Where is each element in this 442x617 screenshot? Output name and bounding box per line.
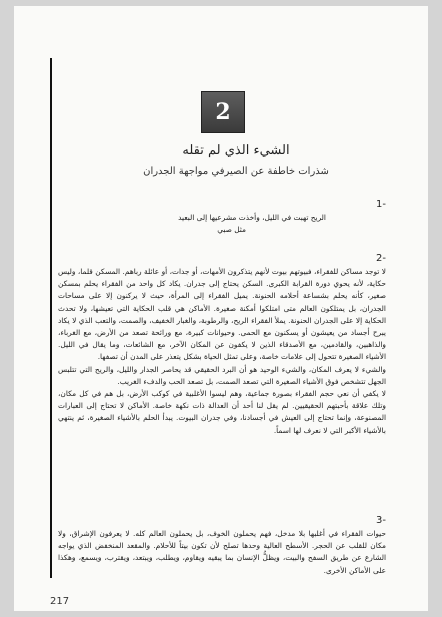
- section-1-text: [58, 212, 386, 236]
- section-number: 1-: [376, 199, 386, 210]
- section-number: 2-: [376, 253, 386, 264]
- chapter-number: 2: [215, 99, 231, 125]
- page-number: 217: [50, 596, 70, 607]
- chapter-subtitle: شذرات خاطفة عن الصيرفي مواجهة الجدران: [143, 166, 329, 177]
- paragraph: حيوات الفقراء في أغلبها بلا مدخل، فهم يحملون الخوف، بل يحملون العالم كله. لا يعرفون الإشراق، ولا مكان للقلب عن الحجر. الأسطح العالية وحدها تصلح لأن تكون بيتاً للأحلام. والمقعد المنخفض الذي يواجه الشارع عن طريق السفح والبيت، ويظلُّ الإنسان بما يبقيه ويقاوم، ويطلب، ويبتعد، ويقترب، ويسمع، وهكذا على الأماكن الأخرى.: [58, 529, 386, 575]
- paragraph: لا يكفي أن نعي حجم الفقراء بصورة جماعية، وهم ليسوا الأغلبية في كوكب الأرض، بل هم في كل مكان، وتلك علاقة بأحبتهم الحقيقيين. لم يقل لنا أحد أن العدالة ذات نكهة خاصة. الأماكن لا تحتاج إلى العبارات المصنوعة، وإنما تحتاج إلى العيش في أجسادنا، وفي جدران البيوت. يبدأ الحلم بالأشياء الصغيرة، ثم ينتهي بالأشياء الأكبر التي لا نعرف لها اسماً.: [58, 389, 386, 435]
- section-number: 3-: [376, 515, 386, 526]
- section-2-text: [58, 266, 386, 437]
- margin-rule: [50, 58, 52, 578]
- paragraph: لا توجد مساكن للفقراء، فبيوتهم بيوت لأنهم يتذكرون الأمهات، أو جدات، أو عائلة رباهم. المسكن قلما، وليس حكاية، لأنه يحوي دورة القرابة الكبرى. السكن يحتاج إلى جدران. يكاد كل واحد من الفقراء يحلم بمسكن صغير، كأنه يحلم بشساعة أحلامه الحنونة. يميل الفقراء إلى المرأة، حيث لا يركنون إلا على مساحات الجدران، بل يمتلكون العالم متى امتلكوا أمكنة صغيرة. الأماكن هي قلب الحكاية التي تعيشها، ولا تحدث الحكاية إلا على الجدران الحنونة. يملأ الفقراء الريح، والرطوبة، والغبار الخفيف، والصمت، والتعب الذي لا يكاد يبرح أجساد من يعيشون أو يسكنون مع الحمى. وحيوانات كبيرة، مع ورائحة تصعد من الأرض، مع الغرباء، والذاهبين، والقادمين، مع الأصدقاء الذين لا يكفون عن المكان الآخر، مع الشائعات، وما يقال في الليل. الأشياء الصغيرة تتحول إلى علامات خاصة، وعلى تمثل الحياة بشكل يتعذر على المدن أن تصفها.: [58, 267, 386, 362]
- chapter-title: الشيء الذي لم تقله: [182, 143, 290, 158]
- document-page: [14, 6, 428, 611]
- paragraph: والشيء لا يعرف المكان، والشيء الوحيد هو أن البرد الحقيقي قد يحاصر الجدار والليل، والريح التي تتلبس الجهل تتشخص فوق الأشياء الصغيرة التي تصعد الصمت، بل تصعد الحب والدفء الغريب.: [58, 364, 386, 386]
- chapter-number-box: [201, 91, 245, 133]
- verse-line: الريح تهبت في الليل، وأخذت مشرعيها إلى البعيد: [178, 213, 326, 222]
- section-3-text: [58, 528, 386, 577]
- verse-line: مثل صبي: [217, 225, 246, 235]
